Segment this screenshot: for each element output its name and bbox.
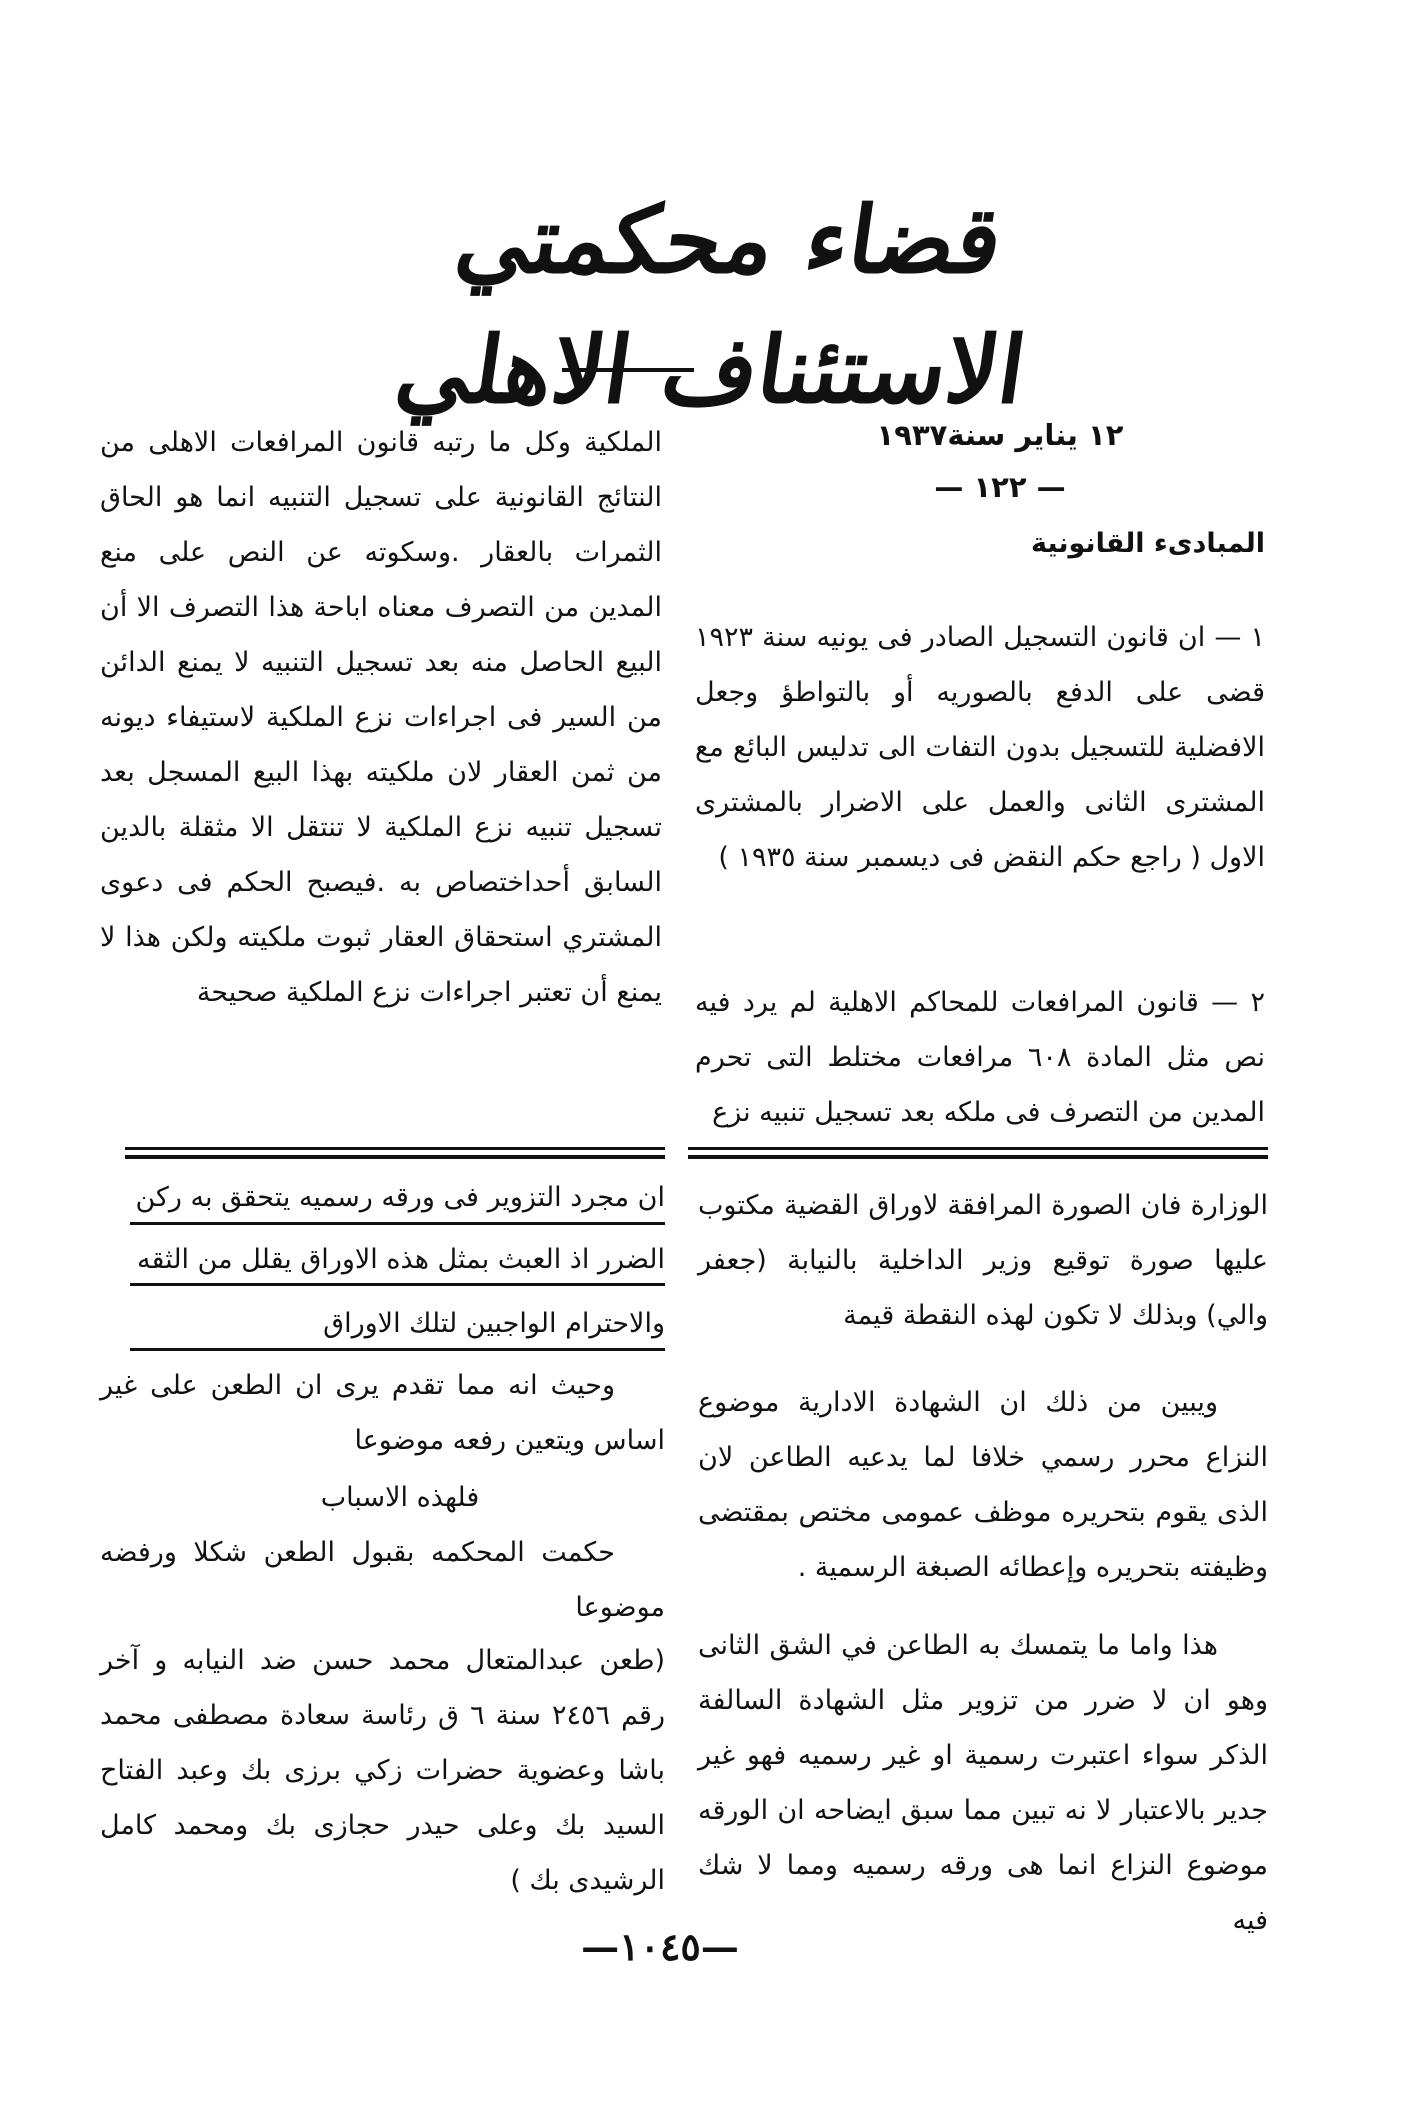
journal-title: قضاء محكمتي الاستئناف الاهلي: [389, 186, 1033, 424]
right-separator-thick: [688, 1155, 1268, 1159]
left-separator-thin: [125, 1147, 665, 1150]
reasons-heading: فلهذه الاسباب: [320, 1482, 480, 1513]
appeal-reference: (طعن عبدالمتعال محمد حسن ضد النيابه و آخر رقم ٢٤٥٦ سنة ٦ ق رئاسة سعادة مصطفى محمد باشا وعضوية حضرات زكي برزى بك وعبد الفتاح السيد بك وعلى حيدر حجازى بك ومحمد كامل الرشيدى بك ): [100, 1645, 665, 1896]
bottom-right-paragraph-1: الوزارة فان الصورة المرافقة لاوراق القضية مكتوب عليها صورة توقيع وزير الداخلية بالنيابة (جعفر والي) وبذلك لا تكون لهذه النقطة قيمة: [698, 1190, 1268, 1331]
top-left-column-text: الملكية وكل ما رتبه قانون المرافعات الاهلى من النتائج القانونية على تسجيل التنبيه انما هو الحاق الثمرات بالعقار .وسكوته عن النص على منع المدين من التصرف معناه اباحة هذا التصرف الا أن البيع الحاصل منه بعد تسجيل التنبيه لا يمنع الدائن من السير فى اجراءات نزع الملكية لاستيفاء ديونه من ثمن العقار لان ملكيته بهذا البيع المسجل بعد تسجيل تنبيه نزع الملكية لا تنتقل الا مثقلة بالدين السابق أحداختصاص به .فيصبح الحكم فى دعوى المشتري استحقاق العقار ثبوت ملكيته ولكن هذا لا يمنع أن تعتبر اجراءات نزع الملكية صحيحة: [100, 427, 662, 1008]
principle-2: ٢ — قانون المرافعات للمحاكم الاهلية لم يرد فيه نص مثل المادة ٦٠٨ مرافعات مختلط التى تحرم المدين من التصرف فى ملكه بعد تسجيل تنبيه نزع: [695, 987, 1265, 1128]
bottom-right-paragraph-2: ويبين من ذلك ان الشهادة الادارية موضوع النزاع محرر رسمي خلافا لما يدعيه الطاعن لان الذى يقوم بتحريره موظف عمومى مختص بمقتضى وظيفته بتحريره وإعطائه الصبغة الرسمية .: [698, 1387, 1268, 1583]
principle-1: ١ — ان قانون التسجيل الصادر فى يونيه سنة ١٩٢٣ قضى على الدفع بالصوريه أو بالتواطؤ وجعل الافضلية للتسجيل بدون التفات الى تدليس البائع مع المشترى الثانى والعمل على الاضرار بالمشترى الاول ( راجع حكم النقض فى ديسمبر سنة ١٩٣٥ ): [695, 622, 1265, 873]
bottom-right-paragraph-3: هذا واما ما يتمسك به الطاعن في الشق الثانى وهو ان لا ضرر من تزوير مثل الشهادة السالفة الذكر سواء اعتبرت رسمية او غير رسميه فهو غير جدير بالاعتبار لا نه تبين مما سبق ايضاحه ان الورقه موضوع النزاع انما هى ورقه رسميه ومما لا شك فيه: [698, 1630, 1268, 1936]
ruling-text: حكمت المحكمه بقبول الطعن شكلا ورفضه موضوعا: [100, 1537, 665, 1623]
principles-heading: المبادىء القانونية: [1030, 528, 1265, 559]
boxed-line-3: والاحترام الواجبين لتلك الاوراق: [323, 1308, 665, 1339]
title-divider: [562, 368, 694, 372]
right-separator-thin: [688, 1147, 1268, 1150]
boxed-line-1: ان مجرد التزوير فى ورقه رسميه يتحقق به ركن: [135, 1182, 665, 1213]
decision-number: — ١٢٢ —: [934, 470, 1066, 504]
left-separator-thick: [125, 1155, 665, 1159]
boxed-line-2: الضرر اذ العبث بمثل هذه الاوراق يقلل من الثقه: [137, 1244, 665, 1275]
bottom-left-paragraph-1: وحيث انه مما تقدم يرى ان الطعن على غير اساس ويتعين رفعه موضوعا: [100, 1370, 665, 1456]
page-number: —١٠٤٥—: [581, 1924, 739, 1969]
decision-date: ١٢ يناير سنة١٩٣٧: [876, 418, 1124, 452]
